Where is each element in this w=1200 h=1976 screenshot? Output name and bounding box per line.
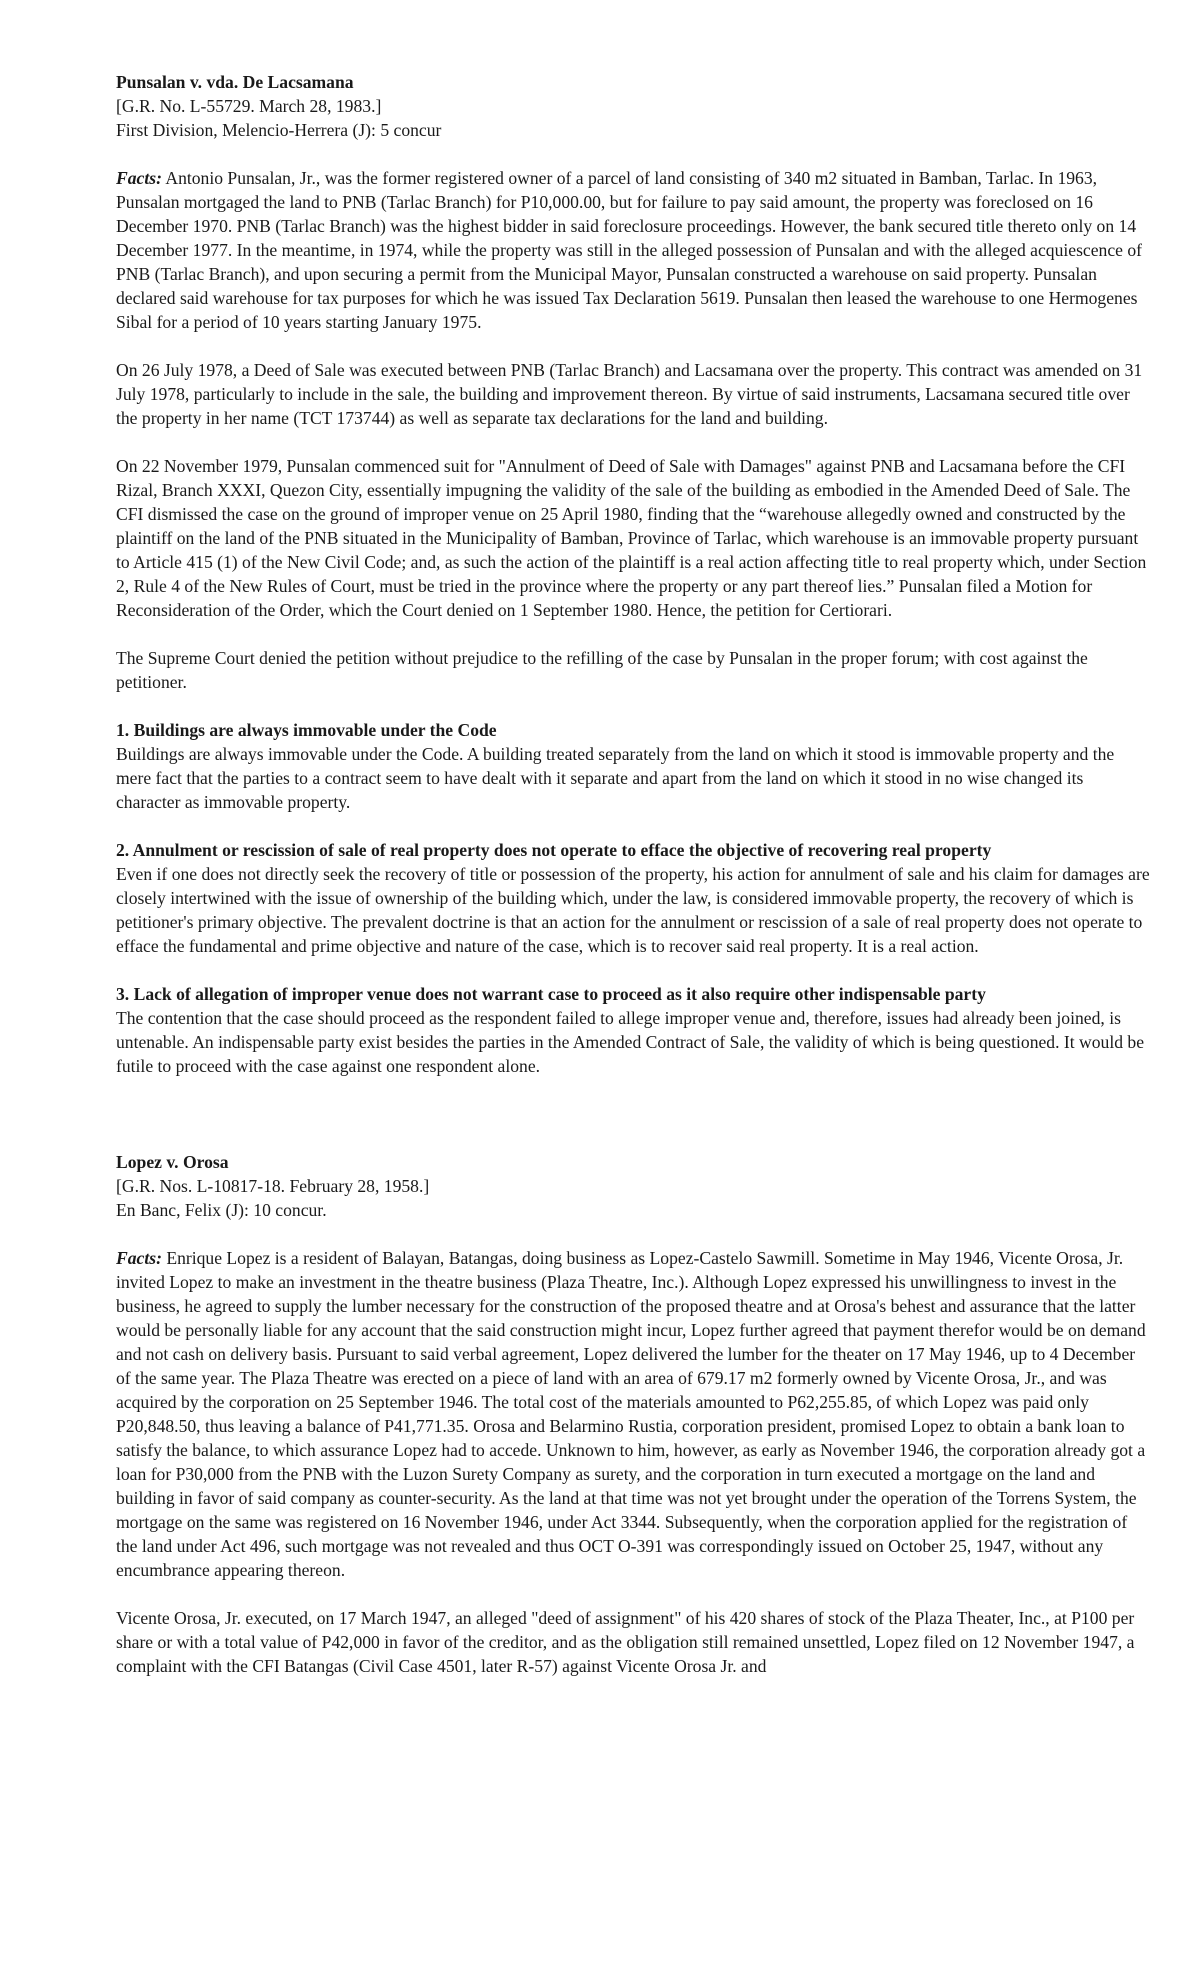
case2-header — [116, 1150, 1152, 1222]
section-text: Even if one does not directly seek the recovery of title or possession of the property, his action for annulment of sale and his claim for damages are closely intertwined with the issue of ownership of the building which, under the law, is considered immovable property, the recovery of which is petitioner's primary objective. The prevalent doctrine is that an action for the annulment or rescission of a sale of real property does not operate to efface the fundamental and prime objective and nature of the case, which is to recover said real property. It is a real action. — [116, 864, 1150, 956]
case1-section-2 — [116, 838, 1152, 958]
case1-citation: [G.R. No. L-55729. March 28, 1983.] — [116, 96, 382, 116]
section-text: Buildings are always immovable under the Code. A building treated separately from the land on which it stood is immovable property and the mere fact that the parties to a contract seem to have dealt with it separate and apart from the land on which it stood in no wise changed its character as immovable property. — [116, 744, 1115, 812]
case1-paragraph-ruling: The Supreme Court denied the petition without prejudice to the refilling of the case by Punsalan in the proper forum; with cost against the petitioner. — [116, 648, 1088, 692]
case1-facts-label: Facts: — [116, 168, 162, 188]
case2-facts-label: Facts: — [116, 1248, 162, 1268]
section-heading: 3. Lack of allegation of improper venue does not warrant case to proceed as it also require other indispensable party — [116, 984, 986, 1004]
document-page — [116, 70, 1152, 1678]
section-heading: 2. Annulment or rescission of sale of real property does not operate to efface the objective of recovering real property — [116, 840, 992, 860]
case1-facts-text: Antonio Punsalan, Jr., was the former registered owner of a parcel of land consisting of 340 m2 situated in Bamban, Tarlac. In 1963, Punsalan mortgaged the land to PNB (Tarlac Branch) for P10,000.00, but for failure to pay said amount, the property was foreclosed on 16 December 1970. PNB (Tarlac Branch) was the highest bidder in said foreclosure proceedings. However, the bank secured title thereto only on 14 December 1977. In the meantime, in 1974, while the property was still in the alleged possession of Punsalan and with the alleged acquiescence of PNB (Tarlac Branch), and upon securing a permit from the Municipal Mayor, Punsalan constructed a warehouse on said property. Punsalan declared said warehouse for tax purposes for which he was issued Tax Declaration 5619. Punsalan then leased the warehouse to one Hermogenes Sibal for a period of 10 years starting January 1975. — [116, 168, 1143, 332]
case1-title: Punsalan v. vda. De Lacsamana — [116, 72, 354, 92]
case1-paragraph-deed-of-sale: On 26 July 1978, a Deed of Sale was executed between PNB (Tarlac Branch) and Lacsamana over the property. This contract was amended on 31 July 1978, particularly to include in the sale, the building and improvement thereon. By virtue of said instruments, Lacsamana secured title over the property in her name (TCT 173744) as well as separate tax declarations for the land and building. — [116, 360, 1143, 428]
case1-facts-paragraph — [116, 166, 1152, 334]
case2-facts-text: Enrique Lopez is a resident of Balayan, Batangas, doing business as Lopez-Castelo Sawmill. Sometime in May 1946, Vicente Orosa, Jr. invited Lopez to make an investment in the theatre business (Plaza Theatre, Inc.). Although Lopez expressed his unwillingness to invest in the business, he agreed to supply the lumber necessary for the construction of the proposed theatre and at Orosa's behest and assurance that the latter would be personally liable for any account that the said construction might incur, Lopez further agreed that payment therefor would be on demand and not cash on delivery basis. Pursuant to said verbal agreement, Lopez delivered the lumber for the theater on 17 May 1946, up to 4 December of the same year. The Plaza Theatre was erected on a piece of land with an area of 679.17 m2 formerly owned by Vicente Orosa, Jr., and was acquired by the corporation on 25 September 1946. The total cost of the materials amounted to P62,255.85, of which Lopez was paid only P20,848.50, thus leaving a balance of P41,771.35. Orosa and Belarmino Rustia, corporation president, promised Lopez to obtain a bank loan to satisfy the balance, to which assurance Lopez had to accede. Unknown to him, however, as early as November 1946, the corporation already got a loan for P30,000 from the PNB with the Luzon Surety Company as surety, and the corporation in turn executed a mortgage on the land and building in favor of said company as counter-security. As the land at that time was not yet brought under the operation of the Torrens System, the mortgage on the same was registered on 16 November 1946, under Act 3344. Subsequently, when the corporation applied for the registration of the land under Act 496, such mortgage was not revealed and thus OCT O-391 was correspondingly issued on October 25, 1947, without any encumbrance appearing thereon. — [116, 1248, 1146, 1580]
case2-facts-paragraph — [116, 1246, 1152, 1582]
case2-citation: [G.R. Nos. L-10817-18. February 28, 1958.] — [116, 1176, 430, 1196]
case2-paragraph-assignment: Vicente Orosa, Jr. executed, on 17 March 1947, an alleged "deed of assignment" of his 420 shares of stock of the Plaza Theater, Inc., at P100 per share or with a total value of P42,000 in favor of the creditor, and as the obligation still remained unsettled, Lopez filed on 12 November 1947, a complaint with the CFI Batangas (Civil Case 4501, later R-57) against Vicente Orosa Jr. and — [116, 1608, 1135, 1676]
case1-section-3 — [116, 982, 1152, 1078]
case1-paragraph-suit: On 22 November 1979, Punsalan commenced suit for "Annulment of Deed of Sale with Damages" against PNB and Lacsamana before the CFI Rizal, Branch XXXI, Quezon City, essentially impugning the validity of the sale of the building as embodied in the Amended Deed of Sale. The CFI dismissed the case on the ground of improper venue on 25 April 1980, finding that the “warehouse allegedly owned and constructed by the plaintiff on the land of the PNB situated in the Municipality of Bamban, Province of Tarlac, which warehouse is an immovable property pursuant to Article 415 (1) of the New Civil Code; and, as such the action of the plaintiff is a real action affecting title to real property which, under Section 2, Rule 4 of the New Rules of Court, must be tried in the province where the property or any part thereof lies.” Punsalan filed a Motion for Reconsideration of the Order, which the Court denied on 1 September 1980. Hence, the petition for Certiorari. — [116, 456, 1147, 620]
case2-title: Lopez v. Orosa — [116, 1152, 229, 1172]
case1-division: First Division, Melencio-Herrera (J): 5 concur — [116, 120, 442, 140]
case2-division: En Banc, Felix (J): 10 concur. — [116, 1200, 327, 1220]
case1-section-1 — [116, 718, 1152, 814]
section-text: The contention that the case should proceed as the respondent failed to allege improper venue and, therefore, issues had already been joined, is untenable. An indispensable party exist besides the parties in the Amended Contract of Sale, the validity of which is being questioned. It would be futile to proceed with the case against one respondent alone. — [116, 1008, 1145, 1076]
case1-header — [116, 70, 1152, 142]
section-heading: 1. Buildings are always immovable under the Code — [116, 720, 497, 740]
